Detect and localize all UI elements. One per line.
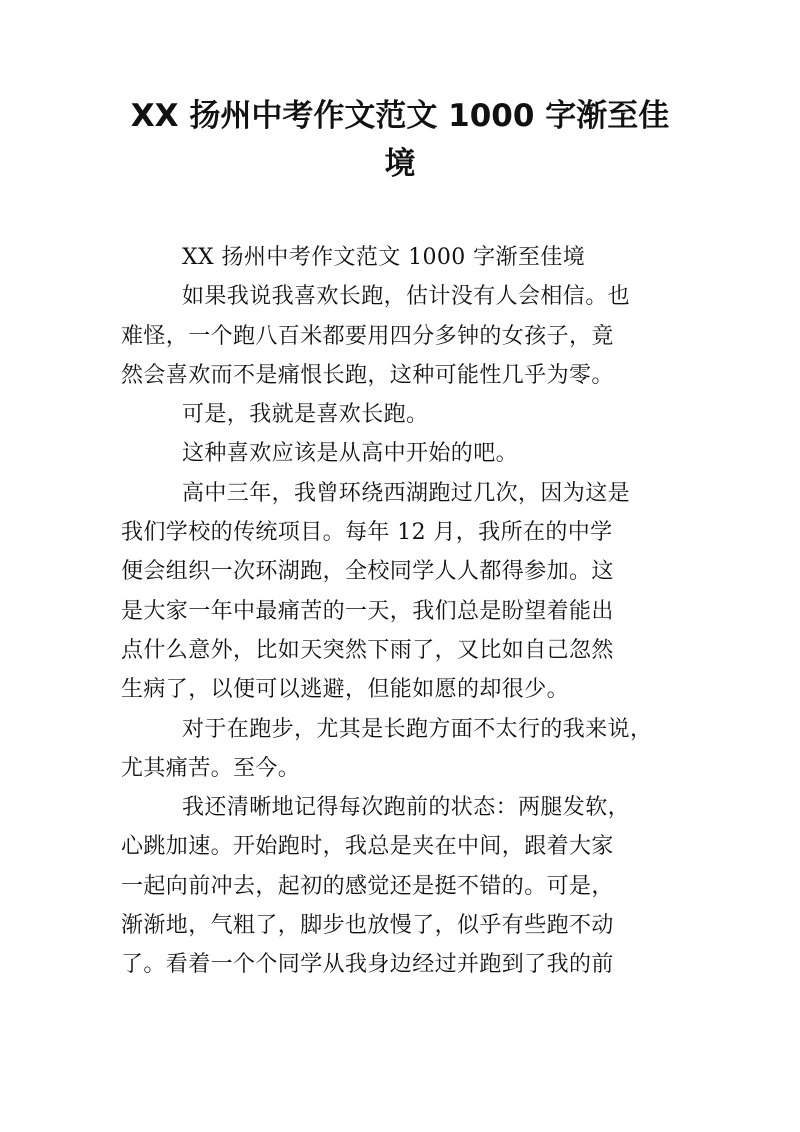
body-line: 尤其痛苦。至今。: [121, 755, 301, 781]
body-line: 一起向前冲去，起初的感觉还是挺不错的。可是，: [121, 873, 614, 899]
document-title: [0, 92, 800, 188]
body-line: 对于在跑步，尤其是长跑方面不太行的我来说，: [182, 716, 653, 742]
body-line: 点什么意外，比如天突然下雨了，又比如自己忽然: [121, 637, 614, 663]
body-line: 这种喜欢应该是从高中开始的吧。: [182, 441, 519, 467]
title-line-1: XX 扬州中考作文范文 1000 字渐至佳: [130, 98, 670, 134]
body-line: 便会组织一次环湖跑，全校同学人人都得参加。这: [121, 559, 614, 585]
body-line: 难怪，一个跑八百米都要用四分多钟的女孩子，竟: [121, 323, 614, 349]
body-line: 然会喜欢而不是痛恨长跑，这种可能性几乎为零。: [121, 362, 614, 388]
body-line: 生病了，以便可以逃避，但能如愿的却很少。: [121, 677, 570, 703]
body-line: 了。看着一个个同学从我身边经过并跑到了我的前: [121, 952, 614, 978]
body-line: 是大家一年中最痛苦的一天，我们总是盼望着能出: [121, 598, 614, 624]
body-line: 心跳加速。开始跑时，我总是夹在中间，跟着大家: [121, 834, 614, 860]
body-line: 我还清晰地记得每次跑前的状态：两腿发软，: [182, 795, 631, 821]
body-line: 渐渐地，气粗了，脚步也放慢了，似乎有些跑不动: [121, 913, 614, 939]
body-line: 可是，我就是喜欢长跑。: [182, 402, 429, 428]
title-line-2: 境: [384, 146, 416, 182]
body-line: 高中三年，我曾环绕西湖跑过几次，因为这是: [182, 480, 631, 506]
body-line: 我们学校的传统项目。每年 12 月，我所在的中学: [121, 520, 613, 546]
body-line: 如果我说我喜欢长跑，估计没有人会相信。也: [182, 284, 631, 310]
document-body: [121, 238, 666, 985]
body-line: XX 扬州中考作文范文 1000 字渐至佳境: [182, 245, 586, 270]
